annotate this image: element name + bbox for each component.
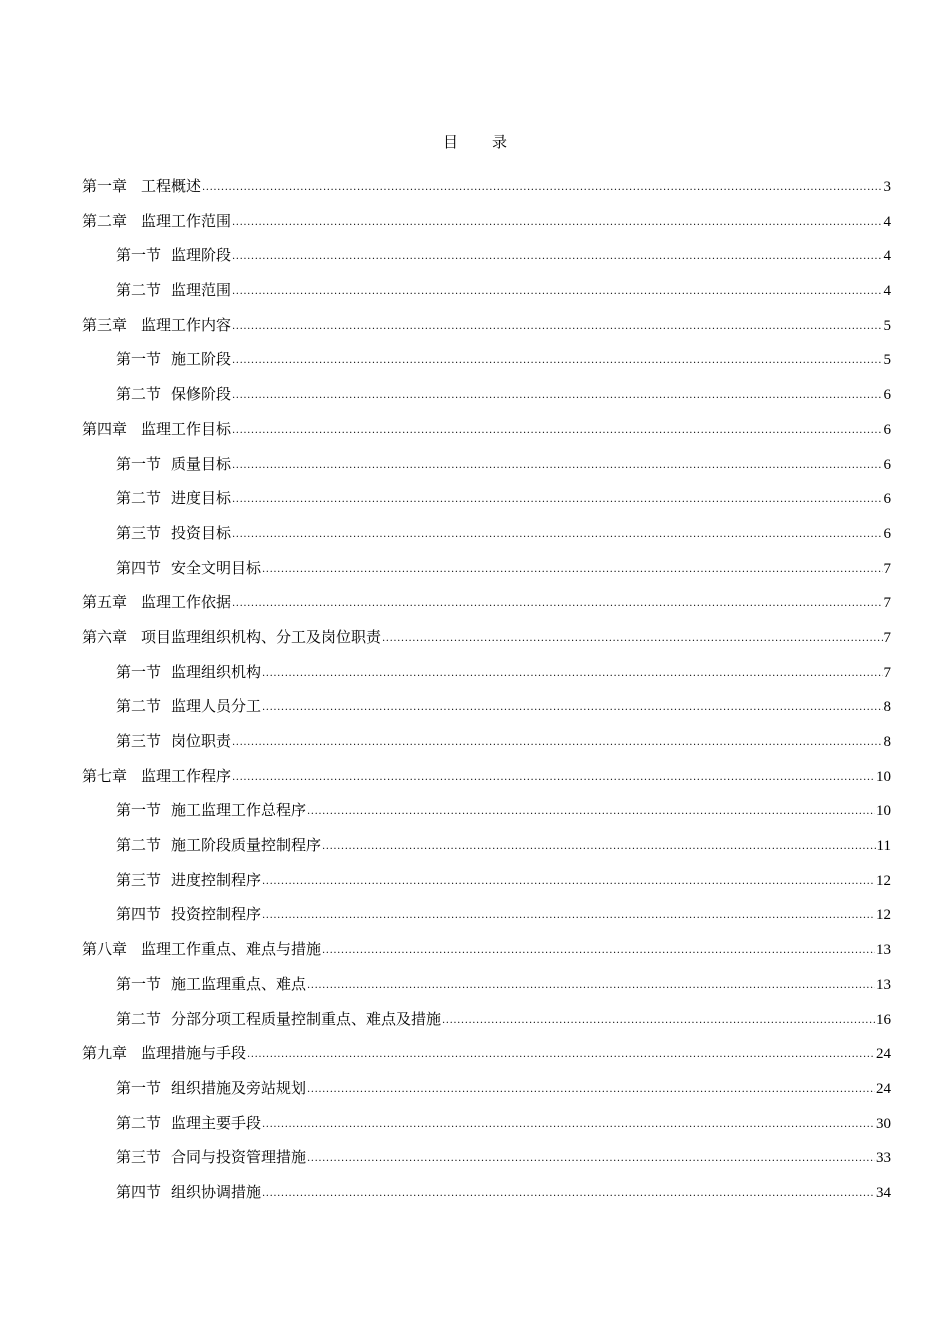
toc-entry-number: 第四章 (82, 419, 128, 438)
toc-entry-title: 监理工作目标 (141, 419, 232, 438)
toc-entry-label (116, 1145, 306, 1169)
toc-leader-dots (382, 627, 882, 651)
toc-entry-number: 第二节 (116, 1009, 162, 1028)
toc-entry-number: 第二节 (116, 489, 162, 508)
toc-page-number: 13 (876, 942, 891, 959)
toc-leader-dots (307, 1147, 875, 1171)
toc-entry-label (82, 764, 231, 788)
toc-leader-dots (232, 592, 882, 616)
toc-entry-number: 第三节 (116, 870, 162, 889)
toc-entry-title: 组织协调措施 (171, 1182, 262, 1201)
toc-leader-dots (442, 1009, 875, 1033)
toc-entry-label (82, 1041, 246, 1065)
toc-entry-title: 监理工作范围 (141, 211, 232, 230)
toc-entry-title: 监理工作程序 (141, 766, 232, 785)
toc-entry-number: 第三节 (116, 523, 162, 542)
toc-entry-label (82, 174, 201, 198)
toc-entry-number: 第一节 (116, 454, 162, 473)
toc-entry-number: 第一节 (116, 801, 162, 820)
toc-section-entry[interactable] (82, 278, 891, 313)
toc-entry-number: 第四节 (116, 1182, 162, 1201)
toc-section-entry[interactable] (82, 452, 891, 487)
toc-entry-number: 第三节 (116, 732, 162, 750)
toc-section-entry[interactable] (82, 1180, 891, 1215)
toc-entry-label (116, 1111, 261, 1135)
toc-entry-label (116, 798, 306, 822)
toc-entry-title: 进度目标 (171, 489, 232, 508)
toc-entry-title: 监理组织机构 (171, 662, 262, 681)
toc-page-number: 6 (883, 387, 891, 404)
toc-title-part2: 录 (492, 133, 508, 151)
toc-leader-dots (262, 1113, 875, 1137)
toc-entry-title: 进度控制程序 (171, 870, 262, 889)
toc-page-number: 7 (883, 629, 891, 646)
toc-entry-title: 质量目标 (171, 454, 232, 473)
toc-section-entry[interactable] (82, 729, 891, 764)
toc-entry-number: 第二节 (116, 1113, 162, 1132)
toc-page-number: 5 (883, 352, 891, 369)
toc-entry-number: 第二节 (116, 281, 162, 300)
toc-entry-label (116, 729, 231, 753)
toc-chapter-entry[interactable] (82, 937, 891, 972)
toc-entry-title: 监理人员分工 (171, 697, 262, 716)
toc-chapter-entry[interactable] (82, 1041, 891, 1076)
toc-entry-title: 监理工作内容 (141, 315, 232, 334)
toc-entry-label (116, 1076, 306, 1100)
toc-entry-label (116, 972, 306, 996)
toc-chapter-entry[interactable] (82, 590, 891, 625)
toc-entry-number: 第五章 (82, 593, 128, 612)
toc-entry-number: 第二节 (116, 697, 162, 716)
toc-leader-dots (232, 419, 882, 443)
toc-page-number: 10 (876, 803, 891, 820)
toc-section-entry[interactable] (82, 660, 891, 695)
toc-entry-title: 安全文明目标 (171, 558, 262, 577)
toc-entry-label (116, 556, 261, 580)
toc-entry-title: 施工阶段质量控制程序 (171, 836, 322, 855)
toc-leader-dots (232, 454, 882, 478)
toc-entry-number: 第三节 (116, 1148, 162, 1167)
toc-entry-number: 第二节 (116, 836, 162, 855)
toc-chapter-entry[interactable] (82, 209, 891, 244)
toc-list (82, 174, 891, 1215)
toc-chapter-entry[interactable] (82, 625, 891, 660)
toc-page-number: 3 (883, 179, 891, 195)
toc-leader-dots (232, 211, 882, 235)
toc-entry-label (116, 1007, 441, 1031)
toc-page-number: 5 (883, 317, 891, 334)
toc-leader-dots (232, 731, 882, 755)
toc-page-number: 4 (883, 248, 891, 265)
toc-section-entry[interactable] (82, 382, 891, 417)
toc-leader-dots (232, 245, 882, 269)
toc-page-number: 12 (876, 907, 891, 924)
toc-entry-label (116, 382, 231, 406)
toc-page-number: 13 (876, 976, 891, 993)
toc-entry-number: 第二章 (82, 211, 128, 230)
toc-entry-title: 施工阶段 (171, 350, 232, 369)
toc-entry-label (116, 833, 321, 857)
toc-leader-dots (202, 176, 882, 200)
toc-leader-dots (232, 315, 882, 339)
toc-leader-dots (232, 280, 882, 304)
toc-page-number: 8 (883, 734, 891, 750)
toc-leader-dots (262, 696, 882, 720)
toc-entry-label (82, 937, 321, 961)
toc-entry-label (116, 902, 261, 926)
toc-page-number: 16 (876, 1011, 891, 1028)
toc-leader-dots (307, 1078, 875, 1102)
toc-entry-number: 第九章 (82, 1044, 128, 1063)
toc-entry-number: 第四节 (116, 905, 162, 924)
toc-entry-title: 监理范围 (171, 281, 232, 300)
toc-entry-label (116, 486, 231, 510)
toc-leader-dots (232, 488, 882, 512)
toc-section-entry[interactable] (82, 833, 891, 868)
toc-leader-dots (262, 870, 875, 894)
toc-section-entry[interactable] (82, 243, 891, 278)
toc-section-entry[interactable] (82, 347, 891, 382)
toc-page-number: 24 (876, 1046, 891, 1063)
toc-page-number: 11 (876, 838, 891, 855)
toc-entry-title: 监理工作重点、难点与措施 (141, 940, 322, 959)
toc-entry-number: 第一节 (116, 974, 162, 993)
toc-section-entry[interactable] (82, 556, 891, 591)
toc-chapter-entry[interactable] (82, 417, 891, 452)
toc-entry-label (82, 313, 231, 337)
toc-page-number: 7 (883, 664, 891, 681)
toc-page-number: 34 (876, 1184, 891, 1201)
toc-entry-title: 保修阶段 (171, 385, 232, 404)
toc-leader-dots (262, 904, 875, 928)
toc-entry-number: 第八章 (82, 940, 128, 959)
toc-chapter-entry[interactable] (82, 764, 891, 799)
toc-entry-title: 监理主要手段 (171, 1113, 262, 1132)
toc-entry-label (116, 452, 231, 476)
toc-page-number: 10 (876, 768, 891, 785)
toc-page-number: 4 (883, 213, 891, 230)
toc-leader-dots (307, 800, 875, 824)
toc-page-number: 33 (876, 1150, 891, 1167)
toc-entry-number: 第四节 (116, 558, 162, 577)
toc-entry-title: 施工监理重点、难点 (171, 974, 307, 993)
toc-entry-title: 监理措施与手段 (141, 1044, 247, 1063)
toc-section-entry[interactable] (82, 1076, 891, 1111)
toc-entry-label (82, 590, 231, 614)
toc-leader-dots (322, 835, 876, 859)
toc-section-entry[interactable] (82, 1007, 891, 1042)
toc-page-number: 7 (883, 595, 891, 612)
toc-entry-number: 第七章 (82, 766, 128, 785)
toc-leader-dots (307, 974, 875, 998)
toc-section-entry[interactable] (82, 902, 891, 937)
toc-page-number: 7 (883, 560, 891, 577)
toc-entry-label (116, 243, 231, 267)
toc-section-entry[interactable] (82, 1111, 891, 1146)
toc-entry-title: 岗位职责 (171, 732, 232, 750)
toc-leader-dots (262, 1182, 875, 1206)
toc-section-entry[interactable] (82, 868, 891, 903)
toc-leader-dots (232, 349, 882, 373)
toc-entry-number: 第一节 (116, 350, 162, 369)
toc-chapter-entry[interactable] (82, 174, 891, 209)
toc-page-number: 6 (883, 525, 891, 542)
toc-entry-label (116, 660, 261, 684)
toc-page-number: 12 (876, 872, 891, 889)
toc-entry-title: 工程概述 (141, 177, 202, 195)
toc-entry-label (116, 521, 231, 545)
toc-entry-number: 第三章 (82, 315, 128, 334)
toc-section-entry[interactable] (82, 486, 891, 521)
toc-entry-label (116, 694, 261, 718)
toc-entry-label (116, 1180, 261, 1204)
toc-entry-title: 投资目标 (171, 523, 232, 542)
toc-entry-title: 合同与投资管理措施 (171, 1148, 307, 1167)
toc-section-entry[interactable] (82, 521, 891, 556)
toc-page-number: 6 (883, 491, 891, 508)
toc-entry-number: 第一节 (116, 246, 162, 265)
toc-entry-label (82, 209, 231, 233)
toc-entry-label (116, 347, 231, 371)
toc-page-number: 24 (876, 1080, 891, 1097)
toc-page-number: 4 (883, 283, 891, 300)
toc-entry-label (82, 417, 231, 441)
toc-entry-label (116, 868, 261, 892)
toc-section-entry[interactable] (82, 1145, 891, 1180)
toc-entry-title: 施工监理工作总程序 (171, 801, 307, 820)
toc-entry-title: 组织措施及旁站规划 (171, 1078, 307, 1097)
toc-page-number: 8 (883, 699, 891, 716)
toc-entry-number: 第一节 (116, 662, 162, 681)
toc-entry-number: 第一节 (116, 1078, 162, 1097)
toc-leader-dots (232, 766, 875, 790)
toc-entry-title: 投资控制程序 (171, 905, 262, 924)
toc-title (0, 131, 950, 153)
toc-entry-title: 监理阶段 (171, 246, 232, 265)
toc-chapter-entry[interactable] (82, 313, 891, 348)
toc-page-number: 6 (883, 456, 891, 473)
toc-entry-title: 项目监理组织机构、分工及岗位职责 (141, 627, 382, 646)
toc-page-number: 6 (883, 421, 891, 438)
toc-leader-dots (247, 1043, 875, 1067)
toc-entry-title: 分部分项工程质量控制重点、难点及措施 (171, 1009, 442, 1028)
toc-section-entry[interactable] (82, 972, 891, 1007)
toc-title-part1: 目 (442, 133, 458, 151)
toc-page-number: 30 (876, 1115, 891, 1132)
toc-leader-dots (262, 558, 882, 582)
toc-section-entry[interactable] (82, 694, 891, 729)
toc-entry-number: 第六章 (82, 627, 128, 646)
toc-entry-label (82, 625, 381, 649)
toc-leader-dots (262, 662, 882, 686)
toc-entry-label (116, 278, 231, 302)
toc-leader-dots (322, 939, 875, 963)
toc-leader-dots (232, 384, 882, 408)
toc-entry-title: 监理工作依据 (141, 593, 232, 612)
toc-leader-dots (232, 523, 882, 547)
toc-section-entry[interactable] (82, 798, 891, 833)
toc-entry-number: 第二节 (116, 385, 162, 404)
toc-entry-number: 第一章 (82, 177, 128, 195)
